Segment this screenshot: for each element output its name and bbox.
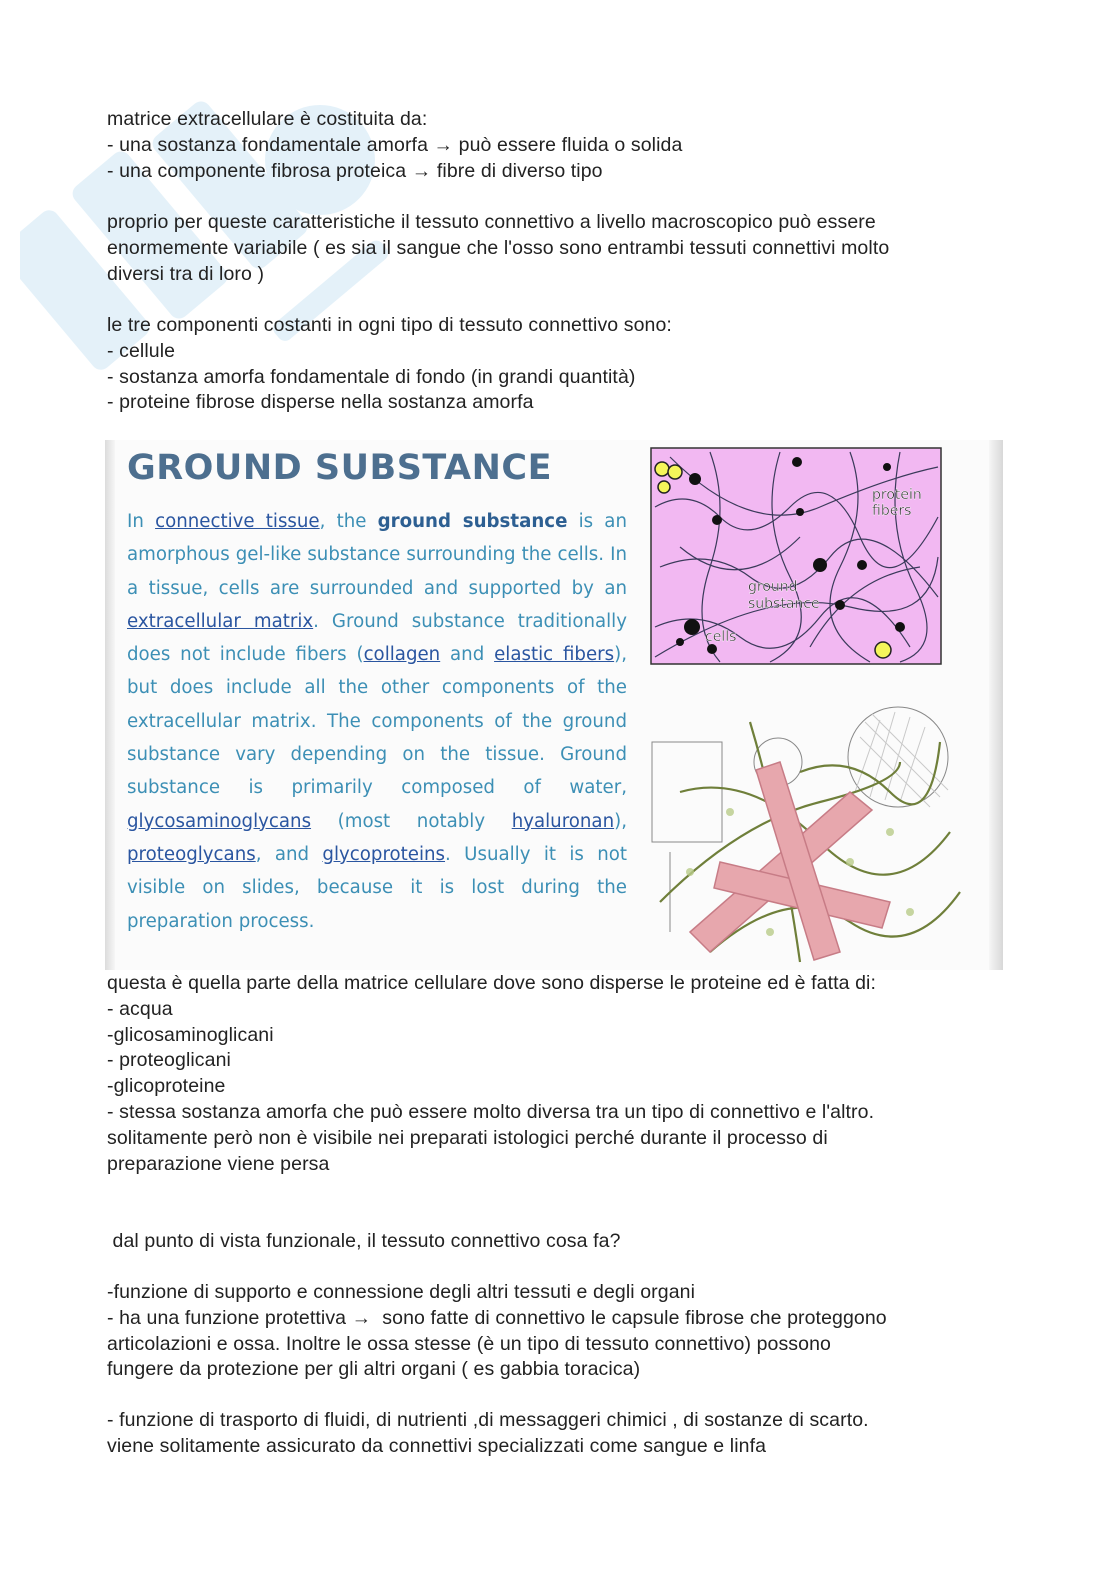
intro-paragraph: [107, 107, 1007, 184]
link-extracellular-matrix[interactable]: extracellular matrix: [127, 610, 314, 632]
fig-text: is an amorphous gel-like substance surrounding the cells. In a tissue, cells are surrounded and supported by an: [127, 511, 627, 599]
text-line: fungere da protezione per gli altri organi ( es gabbia toracica): [107, 1358, 641, 1381]
link-glycoproteins[interactable]: glycoproteins: [322, 843, 446, 865]
text-line: dal punto di vista funzionale, il tessuto connettivo cosa fa?: [107, 1230, 621, 1252]
label-cells: cells: [705, 629, 737, 645]
link-connective-tissue[interactable]: connective tissue: [155, 511, 320, 532]
fig-text: . Ground substance traditionally does not include fibers (: [127, 610, 627, 666]
text-line: matrice extracellulare è costituita da:: [107, 108, 428, 130]
fig-text: , and: [255, 843, 323, 865]
text-line: solitamente però non è visibile nei preparati istologici perché durante il processo di: [107, 1126, 828, 1149]
fig-text: In: [127, 511, 156, 532]
fig-text: (most notably: [311, 810, 512, 832]
proteoglycan-illustration: [650, 702, 970, 967]
ground-substance-paragraph: [107, 971, 1007, 1177]
text-line: - funzione di trasporto di fluidi, di nutrienti ,di messaggeri chimici , di sostanze di scarto.: [107, 1409, 869, 1431]
functions-list: [107, 1280, 1007, 1383]
text-line: - cellule: [107, 339, 176, 362]
label-protein-fibers: fibers: [872, 503, 912, 519]
variability-paragraph: [107, 210, 1007, 287]
text-line: - ha una funzione protettiva → sono fatte di connettivo le capsule fibrose che proteggono: [107, 1306, 887, 1329]
text-line: -glicosaminoglicani: [107, 1023, 274, 1046]
text-line: articolazioni e ossa. Inoltre le ossa stesse (è un tipo di tessuto connettivo) possono: [107, 1332, 831, 1355]
link-collagen[interactable]: collagen: [363, 644, 441, 666]
text-line: - acqua: [107, 997, 173, 1020]
text-line: enormemente variabile ( es sia il sangue che l'osso sono entrambi tessuti connettivi molto: [107, 236, 890, 259]
text-line: proprio per queste caratteristiche il tessuto connettivo a livello macroscopico può essere: [107, 211, 876, 233]
figure-paragraph: [127, 505, 627, 938]
label-ground-substance: substance: [748, 596, 820, 612]
label-ground-substance: ground: [748, 579, 798, 595]
text-line: - proteoglicani: [107, 1049, 231, 1072]
text-line: - stessa sostanza amorfa che può essere molto diversa tra un tipo di connettivo e l'altro.: [107, 1100, 875, 1123]
text-line: le tre componenti costanti in ogni tipo di tessuto connettivo sono:: [107, 314, 672, 336]
fig-text: and: [440, 644, 495, 666]
figure-edge: [105, 440, 115, 970]
text-line: - una sostanza fondamentale amorfa → può essere fluida o solida: [107, 133, 683, 156]
transport-function: [107, 1408, 1007, 1460]
function-question: [107, 1229, 1007, 1255]
label-protein-fibers: protein: [872, 487, 922, 503]
fig-text: ), but does include all the other components of the extracellular matrix. The components of the ground substance vary depending on the tissue. Ground substance is primarily composed of water,: [127, 644, 627, 799]
components-paragraph: [107, 313, 1007, 416]
text-line: -glicoproteine: [107, 1075, 226, 1098]
ground-substance-diagram: [650, 447, 942, 665]
link-hyaluronan[interactable]: hyaluronan: [511, 810, 615, 832]
text-line: - sostanza amorfa fondamentale di fondo (in grandi quantità): [107, 365, 636, 388]
fig-text: , the: [319, 511, 378, 532]
link-elastic-fibers[interactable]: elastic fibers: [494, 644, 615, 666]
text-line: - una componente fibrosa proteica → fibre di diverso tipo: [107, 159, 603, 182]
text-line: -funzione di supporto e connessione degli altri tessuti e degli organi: [107, 1281, 696, 1303]
text-line: viene solitamente assicurato da connettivi specializzati come sangue e linfa: [107, 1434, 767, 1457]
text-line: diversi tra di loro ): [107, 262, 265, 285]
text-line: preparazione viene persa: [107, 1152, 330, 1175]
bold-ground-substance: ground substance: [377, 511, 568, 532]
link-proteoglycans[interactable]: proteoglycans: [127, 843, 256, 865]
text-line: questa è quella parte della matrice cellulare dove sono disperse le proteine ed è fatta di:: [107, 972, 876, 994]
fig-text: . Usually it is not visible on slides, because it is lost during the preparation process.: [127, 843, 628, 932]
fig-text: ),: [614, 810, 627, 832]
ground-substance-figure: [105, 440, 1003, 970]
text-line: - proteine fibrose disperse nella sostanza amorfa: [107, 391, 534, 414]
figure-title: GROUND SUBSTANCE: [127, 448, 553, 488]
link-glycosaminoglycans[interactable]: glycosaminoglycans: [127, 810, 312, 832]
figure-edge: [989, 440, 1003, 970]
